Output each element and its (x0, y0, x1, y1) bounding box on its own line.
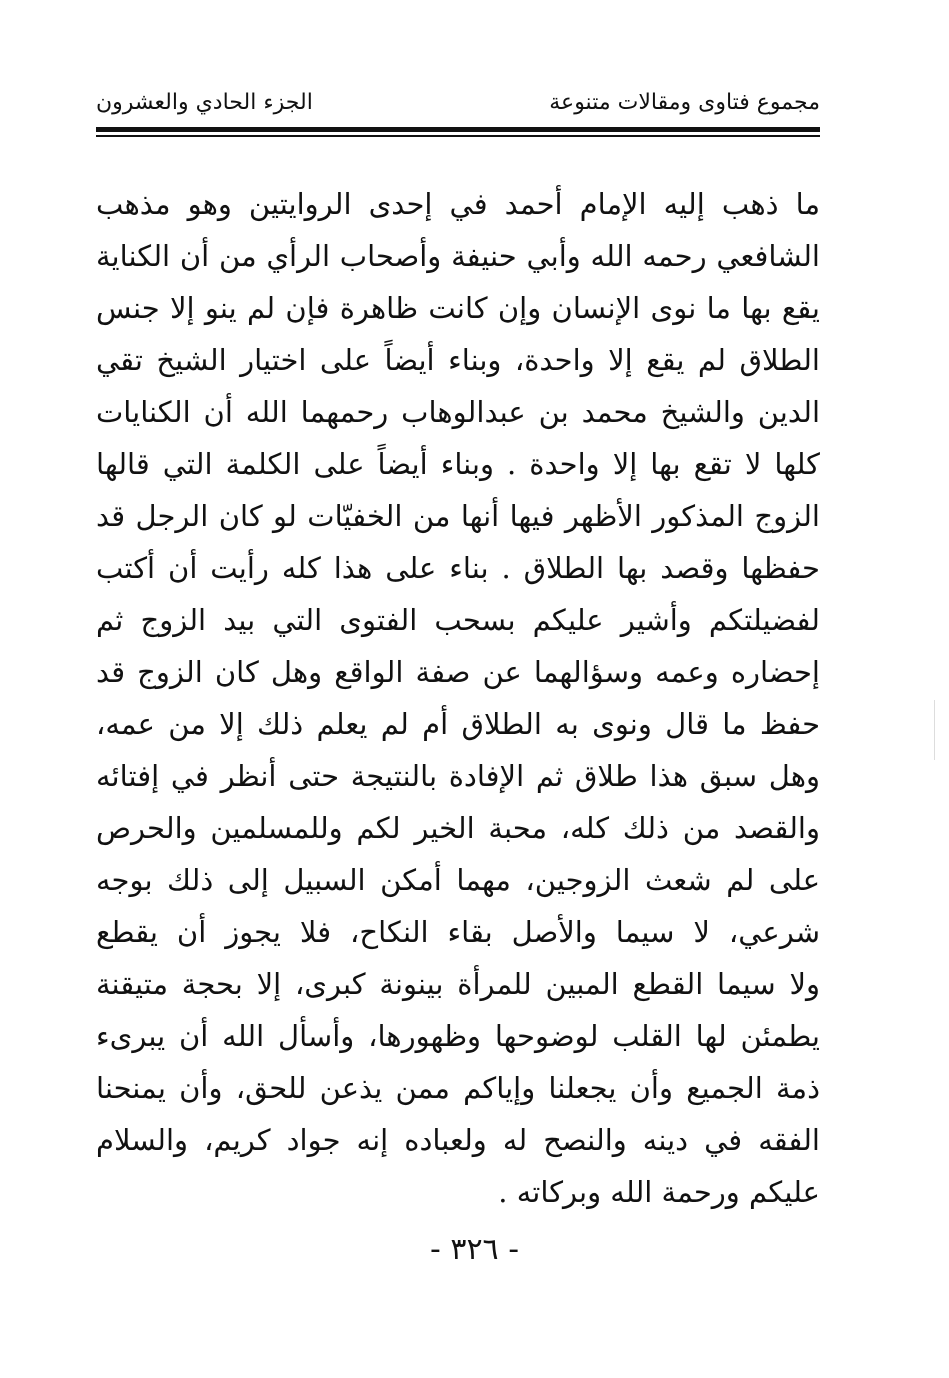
page-number: - ٣٢٦ - (429, 1232, 520, 1267)
text-line: حفظ ما قال ونوى به الطلاق أم لم يعلم ذلك إلا من عمه، (96, 707, 820, 741)
text-line: إحضاره وعمه وسؤالهما عن صفة الواقع وهل كان الزوج قد (96, 655, 820, 689)
text-line: الطلاق لم يقع إلا واحدة، وبناء أيضاً على اختيار الشيخ تقي (96, 343, 820, 377)
text-line: ذمة الجميع وأن يجعلنا وإياكم ممن يذعن للحق، وأن يمنحنا (96, 1071, 820, 1105)
header-rule-thick (96, 127, 820, 132)
text-line: الفقه في دينه والنصح له ولعباده إنه جواد كريم، والسلام (96, 1123, 820, 1157)
volume-label: الجزء الحادي والعشرون (96, 90, 313, 115)
text-line: ولا سيما القطع المبين للمرأة بينونة كبرى، إلا بحجة متيقنة (96, 967, 820, 1001)
header-rule-thin (96, 135, 820, 137)
text-line: على لم شعث الزوجين، مهما أمكن السبيل إلى ذلك بوجه (96, 863, 820, 897)
text-line: كلها لا تقع بها إلا واحدة . وبناء أيضاً على الكلمة التي قالها (96, 447, 820, 481)
text-line: حفظها وقصد بها الطلاق . بناء على هذا كله رأيت أن أكتب (96, 551, 820, 585)
text-line: الشافعي رحمه الله وأبي حنيفة وأصحاب الرأي من أن الكناية (96, 239, 820, 273)
text-line: يطمئن لها القلب لوضوحها وظهورها، وأسأل الله أن يبرىء (96, 1019, 820, 1053)
text-line: الدين والشيخ محمد بن عبدالوهاب رحمهما الله أن الكنايات (96, 395, 820, 429)
book-title: مجموع فتاوى ومقالات متنوعة (549, 90, 820, 115)
text-line: شرعي، لا سيما والأصل بقاء النكاح، فلا يجوز أن يقطع (96, 915, 820, 949)
text-line: والقصد من ذلك كله، محبة الخير لكم وللمسلمين والحرص (96, 811, 820, 845)
text-line: عليكم ورحمة الله وبركاته . (498, 1175, 820, 1209)
text-line: وهل سبق هذا طلاق ثم الإفادة بالنتيجة حتى أنظر في إفتائه (96, 759, 820, 793)
body-text (96, 178, 820, 1218)
scan-edge-mark (934, 700, 935, 760)
text-line: الزوج المذكور الأظهر فيها أنها من الخفيّات لو كان الرجل قد (96, 499, 820, 533)
running-header (96, 90, 820, 124)
text-line: ما ذهب إليه الإمام أحمد في إحدى الروايتين وهو مذهب (96, 187, 820, 221)
text-line: يقع بها ما نوى الإنسان وإن كانت ظاهرة فإن لم ينو إلا جنس (96, 291, 820, 325)
text-line: لفضيلتكم وأشير عليكم بسحب الفتوى التي بيد الزوج ثم (96, 603, 820, 637)
